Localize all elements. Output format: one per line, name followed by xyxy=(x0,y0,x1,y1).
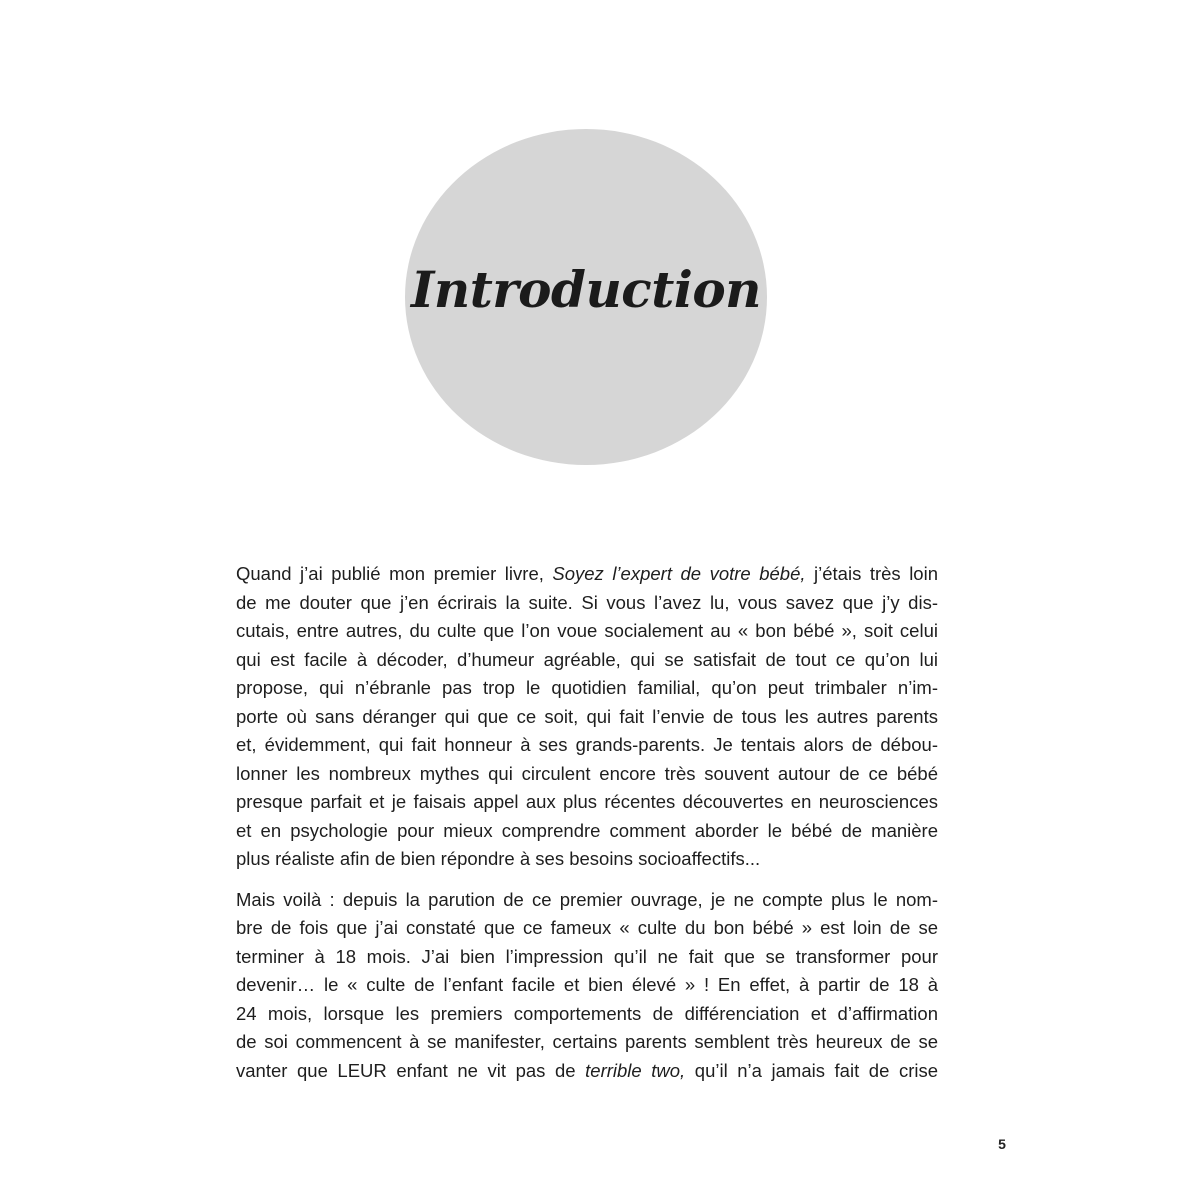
text-run: et, évidemment, qui fait honneur à ses grands-parents. Je tentais alors de débou- xyxy=(236,734,938,755)
text-line xyxy=(236,760,938,789)
text-run: de soi commencent à se manifester, certains parents semblent très heureux de se xyxy=(236,1031,938,1052)
text-line xyxy=(236,674,938,703)
text-run: terminer à 18 mois. J’ai bien l’impression qu’il ne fait que se transformer pour xyxy=(236,945,938,967)
text-run: vanter que LEUR enfant ne vit pas de xyxy=(236,1059,586,1081)
text-run: Quand j’ai publié mon premier livre, xyxy=(236,563,553,584)
text-line xyxy=(236,1057,938,1086)
text-run: qui est facile à décoder, d’humeur agréable, qui se satisfait de tout ce qu’on lui xyxy=(236,648,938,670)
text-line xyxy=(236,971,938,1000)
text-line xyxy=(236,703,938,732)
paragraph xyxy=(236,560,938,874)
page-number: 5 xyxy=(998,1136,1006,1152)
text-line xyxy=(236,1028,938,1057)
text-run: et en psychologie pour mieux comprendre comment aborder le bébé de manière xyxy=(236,819,938,841)
text-run: de me douter que j’en écrirais la suite. Si vous l’avez lu, vous savez que j’y dis- xyxy=(236,591,938,613)
italic-text: Soyez l’expert de votre bébé, xyxy=(552,563,806,584)
body-text xyxy=(236,560,938,1085)
text-line xyxy=(236,943,938,972)
text-line xyxy=(236,914,938,943)
text-run: Mais voilà : depuis la parution de ce premier ouvrage, je ne compte plus le nom- xyxy=(236,888,938,910)
text-line xyxy=(236,788,938,817)
paragraph xyxy=(236,886,938,1086)
text-run: 24 mois, lorsque les premiers comportements de différenciation et d’affirmation xyxy=(236,1002,938,1024)
text-line xyxy=(236,817,938,846)
text-line xyxy=(236,560,938,589)
text-line xyxy=(236,589,938,618)
text-run: qu’il n’a jamais fait de crise xyxy=(685,1059,939,1081)
text-run: devenir… le « culte de l’enfant facile et bien élevé » ! En effet, à partir de 18 à xyxy=(236,974,938,995)
text-line xyxy=(236,1000,938,1029)
text-run: lonner les nombreux mythes qui circulent encore très souvent autour de ce bébé xyxy=(236,762,938,784)
text-line xyxy=(236,617,938,646)
text-run: bre de fois que j’ai constaté que ce fameux « culte du bon bébé » est loin de se xyxy=(236,917,938,938)
text-run: j’étais très loin xyxy=(805,563,938,584)
text-run: presque parfait et je faisais appel aux plus récentes découvertes en neurosciences xyxy=(236,791,938,812)
text-line xyxy=(236,845,938,874)
italic-text: terrible two, xyxy=(585,1059,686,1081)
text-run: propose, qui n’ébranle pas trop le quotidien familial, qu’on peut trimbaler n’im- xyxy=(236,677,938,698)
text-line xyxy=(236,731,938,760)
text-run: cutais, entre autres, du culte que l’on voue socialement au « bon bébé », soit celui xyxy=(236,620,938,641)
chapter-title: Introduction xyxy=(410,260,762,319)
text-run: porte où sans déranger qui que ce soit, qui fait l’envie de tous les autres parents xyxy=(236,705,938,727)
text-line xyxy=(236,646,938,675)
text-line xyxy=(236,886,938,915)
text-run: plus réaliste afin de bien répondre à ses besoins socioaffectifs... xyxy=(236,848,761,869)
